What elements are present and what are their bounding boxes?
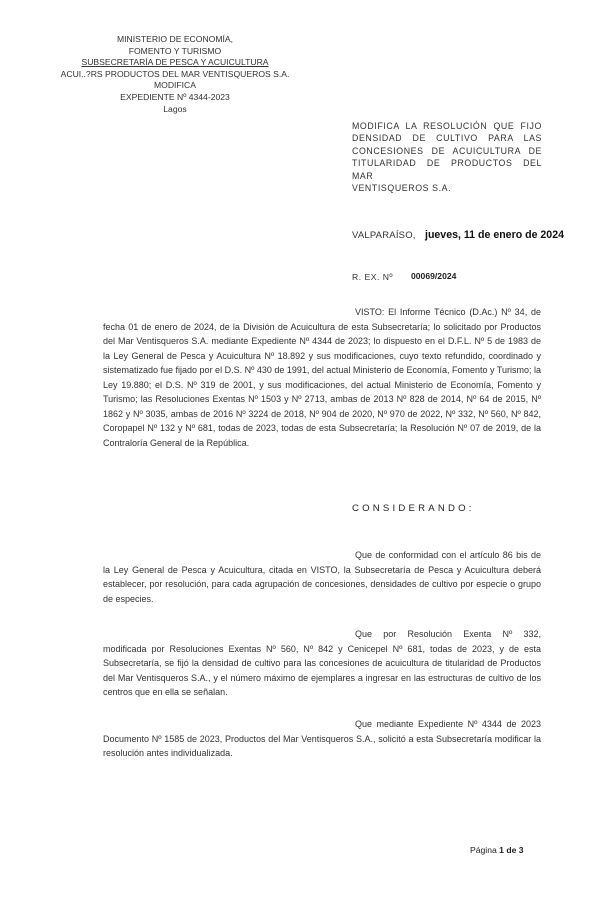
resolution-number-label: R. EX. Nº bbox=[352, 272, 394, 282]
page-of: de bbox=[506, 845, 517, 855]
considerando-text: Que de conformidad con el artículo 86 bis de la Ley General de Pesca y Acuicultura, citada en VISTO, la Subsecretaría de Pesca y Acuicultura deberá establecer, por resolución, para cada agrupación de concesiones, densidades de cultivo por especie o grupo de especies. bbox=[103, 550, 541, 604]
page-indicator bbox=[470, 845, 524, 855]
considerando-paragraph-1 bbox=[103, 548, 541, 606]
ministry-line: MINISTERIO DE ECONOMÍA, bbox=[116, 34, 234, 44]
visto-text: VISTO: El Informe Técnico (D.Ac.) Nº 34, de fecha 01 de enero de 2024, de la División de Acuicultura de esta Subsecretaría; lo solicitado por Productos del Mar Ventisqueros S.A. mediante Expediente Nº 4344 de 2023; lo dispuesto en el D.F.L. Nº 5 de 1983 de la Ley General de Pesca y Acuicultura Nº 18.892 y sus modificaciones, cuyo texto refundido, coordinado y sistematizado fue fijado por el D.S. Nº 430 de 1991, del actual Ministerio de Economía, Fomento y Turismo; la Ley 19.880; el D.S. Nº 319 de 2001, y sus modificaciones, del actual Ministerio de Economía, Fomento y Turismo; las Resoluciones Exentas Nº 1503 y Nº 2713, ambas de 2013 Nº 828 de 2014, Nº 64 de 2015, Nº 1862 y Nº 3035, ambas de 2016 Nº 3224 de 2018, Nº 904 de 2020, Nº 970 de 2022, Nº 332, Nº 560, Nº 842, Coropapel Nº 132 y Nº 681, todas de 2023, todas de esta Subsecretaría; la Resolución Nº 07 de 2019, de la Contraloría General de la República. bbox=[103, 307, 542, 448]
ministry-line-2: FOMENTO Y TURISMO bbox=[128, 45, 222, 56]
letterhead bbox=[60, 34, 290, 115]
issue-date: jueves, 11 de enero de 2024 bbox=[425, 229, 564, 241]
considerando-paragraph-2 bbox=[103, 627, 541, 700]
resolution-number: 00069/2024 bbox=[411, 271, 457, 281]
visto-paragraph bbox=[103, 305, 541, 450]
total-pages: 3 bbox=[518, 845, 524, 855]
place-label: VALPARAÍSO, bbox=[352, 230, 416, 241]
page-prefix: Página bbox=[470, 845, 497, 855]
considerando-text: Que mediante Expediente Nº 4344 de 2023 Documento Nº 1585 de 2023, Productos del Mar Ventisqueros S.A., solicitó a esta Subsecretaría modificar la resolución antes individualizada. bbox=[103, 719, 541, 758]
considerando-paragraph-3 bbox=[103, 717, 541, 761]
current-page: 1 bbox=[499, 845, 504, 855]
resolution-subject bbox=[352, 120, 542, 194]
considerando-text: Que por Resolución Exenta Nº 332, modificada por Resoluciones Exentas Nº 560, Nº 842 y Cenicepel Nº 681, todas de 2023, y de esta Subsecretaría, se fijó la densidad de cultivo para las concesiones de acuicultura de titularidad de Productos del Mar Ventisqueros S.A., y el número máximo de ejemplares a ingresar en las estructuras de cultivo de los centros que en ella se señalan. bbox=[103, 629, 541, 697]
subject-line: CONCESIONES DE ACUICULTURA DE bbox=[352, 145, 542, 156]
file-number-line: EXPEDIENTE Nº 4344-2023 bbox=[120, 91, 230, 102]
reference-line: ACUI..?RS PRODUCTOS DEL MAR VENTISQUEROS S.A. MODIFICA bbox=[60, 68, 290, 91]
subject-line: TITULARIDAD DE PRODUCTOS DEL MAR bbox=[352, 158, 542, 181]
subject-line: VENTISQUEROS S.A. bbox=[352, 183, 452, 194]
subject-line: DENSIDAD DE CULTIVO PARA LAS bbox=[352, 133, 542, 144]
subject-line: MODIFICA LA RESOLUCIÓN QUE FIJO bbox=[352, 121, 542, 131]
region-line: Lagos bbox=[163, 103, 187, 114]
undersecretariat-line: SUBSECRETARÍA DE PESCA Y ACUICULTURA bbox=[81, 57, 269, 68]
considerando-heading: CONSIDERANDO: bbox=[352, 503, 475, 514]
